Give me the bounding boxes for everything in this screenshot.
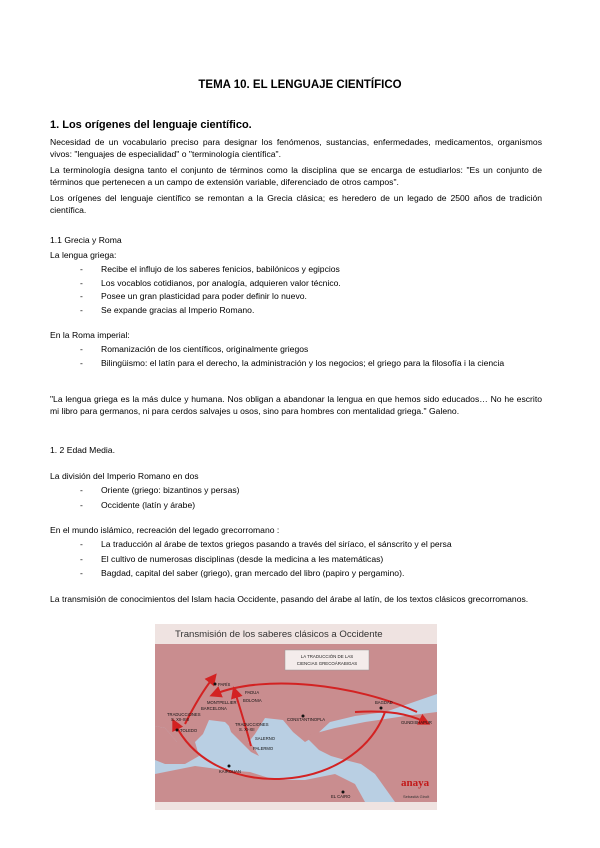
- map-label-bologna: BOLONIA: [243, 698, 262, 703]
- figure-title: Transmisión de los saberes clásicos a Occidente: [175, 629, 383, 640]
- list-item: - Romanización de los científicos, originalmente griegos: [80, 344, 542, 356]
- subheading-greece-rome: 1.1 Grecia y Roma: [50, 235, 122, 245]
- rome-list: [80, 344, 542, 369]
- map-label-padua: PADUA: [245, 690, 260, 695]
- subheading-middle-ages: 1. 2 Edad Media.: [50, 445, 115, 455]
- map-label-paris: PARÍS: [218, 682, 231, 687]
- greek-label: La lengua griega:: [50, 250, 117, 260]
- islam-list: [80, 539, 542, 580]
- transmission-paragraph: La transmisión de conocimientos del Islam hacia Occidente, pasando del árabe al latín, de los textos clásicos grecorromanos.: [50, 594, 529, 604]
- list-item: - Occidente (latín y árabe): [80, 500, 542, 512]
- map-label-constantinopla: CONSTANTINOPLA: [287, 717, 326, 722]
- list-item: - Bagdad, capital del saber (griego), gran mercado del libro (papiro y pergamino).: [80, 568, 542, 580]
- map-label-bagdad: BAGDAD: [375, 700, 393, 705]
- list-item: - La traducción al árabe de textos griegos pasando a través del siríaco, el sánscrito y el persa: [80, 539, 542, 551]
- transmission-map-figure: [155, 624, 437, 810]
- section-heading: 1. Los orígenes del lenguaje científico.: [50, 119, 252, 131]
- list-item: - Se expande gracias al Imperio Romano.: [80, 305, 542, 317]
- rome-label: En la Roma imperial:: [50, 330, 130, 340]
- map-label-kairouan: KAIROUAN: [219, 769, 241, 774]
- greek-list: [80, 264, 542, 316]
- legend-line-1: LA TRADUCCIÓN DE LAS: [300, 654, 354, 659]
- division-label: La división del Imperio Romano en dos: [50, 471, 199, 481]
- credit: Sebastià Girolt: [403, 794, 430, 799]
- galen-quote: "La lengua griega es la más dulce y humana. Nos obligan a abandonar la lengua en que hemos sido educados… No he escrito mi libro para germanos, ni para cerdos salvajes u osos, sino para hombres con mentalidad griega." Galeno.: [50, 394, 542, 416]
- legend-line-2: CIENCIAS GRECOÁRABIGAS: [296, 661, 358, 666]
- map-label-traducciones: TRADUCCIONES: [167, 712, 201, 717]
- legend-box: [285, 650, 369, 670]
- list-item: - Los vocablos cotidianos, por analogía, adquieren valor técnico.: [80, 278, 542, 290]
- map-label-siglos-2: S. XI-XII: [239, 727, 255, 732]
- map-label-palermo: PALERMO: [253, 746, 274, 751]
- list-item: - Bilingüismo: el latín para el derecho, la administración y los negocios; el griego para la filosofía i la ciencia: [80, 358, 542, 370]
- map-label-gundishapur: GUNDISHAPUR: [401, 720, 432, 725]
- list-item: - El cultivo de numerosas disciplinas (desde la medicina a les matemáticas): [80, 554, 542, 566]
- map-label-montpellier: MONTPELLIER: [207, 700, 237, 705]
- list-item: - Posee un gran plasticidad para poder definir lo nuevo.: [80, 291, 542, 303]
- anaya-logo: anaya: [401, 777, 430, 789]
- islam-label: En el mundo islámico, recreación del legado grecorromano :: [50, 525, 280, 535]
- map: [155, 624, 437, 810]
- map-label-salerno: SALERNO: [255, 736, 276, 741]
- map-label-cairo: EL CAIRO: [331, 794, 351, 799]
- list-item: - Recibe el influjo de los saberes fenicios, babilónicos y egipcios: [80, 264, 542, 276]
- map-label-barcelona: BARCELONA: [201, 706, 227, 711]
- map-label-traducciones-2: TRADUCCIONES: [235, 722, 269, 727]
- paragraph-3: Los orígenes del lenguaje científico se remontan a la Grecia clásica; es heredero de un legado de 2500 años de tradición científica.: [50, 193, 542, 215]
- list-item: - Oriente (griego: bizantinos y persas): [80, 485, 542, 497]
- map-label-toledo: TOLEDO: [180, 728, 198, 733]
- paragraph-2: La terminología designa tanto el conjunto de términos como la disciplina que se encarga de estudiarlos: "Es un conjunto de términos que pertenecen a un campo de extensión variable, diferenciado de otros campos".: [50, 165, 542, 187]
- paragraph-1: Necesidad de un vocabulario preciso para designar los fenómenos, sustancias, enfermedades, medicamentos, organismos vivos: "lenguajes de especialidad" o "terminología científica".: [50, 137, 542, 159]
- division-list: [80, 485, 542, 511]
- map-label-siglos: S. XII-XIII: [171, 717, 189, 722]
- page-title: TEMA 10. EL LENGUAJE CIENTÍFICO: [198, 79, 402, 91]
